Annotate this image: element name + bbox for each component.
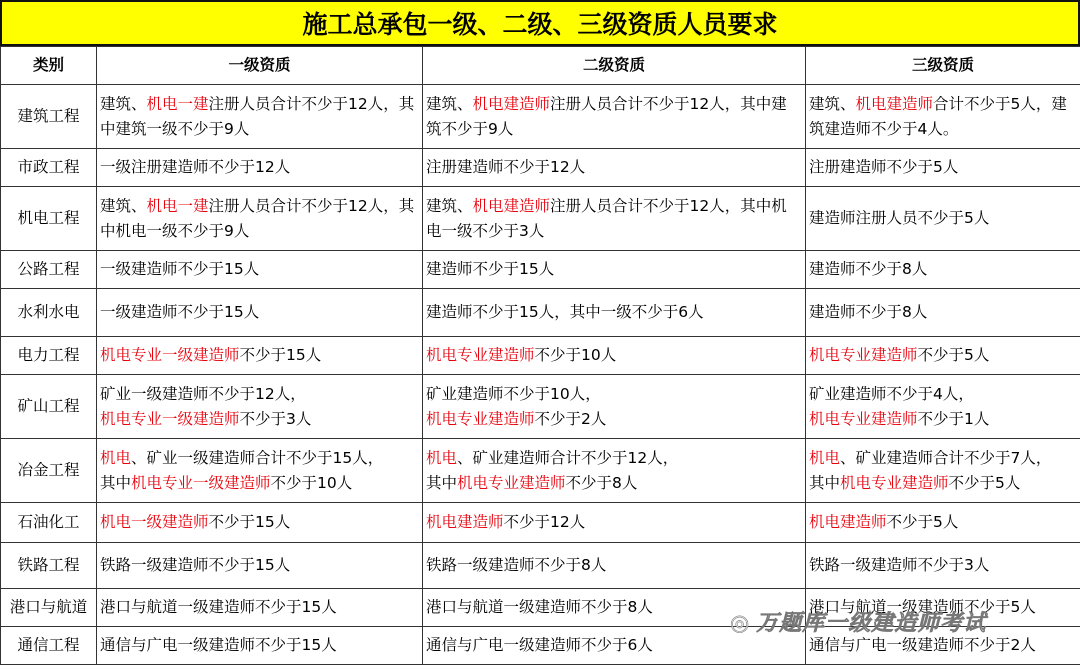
requirement-text: 一级建造师不少于15人 bbox=[100, 303, 260, 321]
header-category: 类别 bbox=[1, 47, 97, 85]
table-row bbox=[1, 375, 1080, 439]
table-row bbox=[1, 187, 1080, 251]
requirement-text: 不少于15人 bbox=[208, 513, 291, 531]
requirement-cell-level-3 bbox=[806, 85, 1080, 149]
highlight-text: 机电专业建造师 bbox=[809, 346, 918, 364]
requirement-cell-level-2 bbox=[423, 289, 806, 337]
requirement-text: 通信与广电一级建造师不少于2人 bbox=[809, 636, 1036, 654]
requirement-text: 建造师不少于8人 bbox=[809, 260, 928, 278]
requirement-text: 一级建造师不少于15人 bbox=[100, 260, 260, 278]
page-title: 施工总承包一级、二级、三级资质人员要求 bbox=[0, 0, 1080, 46]
requirement-text: 不少于10人 bbox=[534, 346, 617, 364]
highlight-text: 机电专业建造师 bbox=[840, 473, 949, 492]
requirement-cell-level-1 bbox=[97, 503, 423, 543]
requirement-cell-level-2 bbox=[423, 337, 806, 375]
wechat-icon: ◎ bbox=[730, 611, 751, 636]
requirement-text: 通信与广电一级建造师不少于6人 bbox=[426, 636, 653, 654]
requirement-text: 铁路一级建造师不少于8人 bbox=[426, 556, 607, 574]
requirement-cell-level-3 bbox=[806, 337, 1080, 375]
highlight-text: 机电 bbox=[100, 448, 132, 467]
requirement-cell-level-2 bbox=[423, 187, 806, 251]
requirement-text: 注册建造师不少于5人 bbox=[809, 158, 959, 176]
requirement-text: 建造师不少于8人 bbox=[809, 303, 928, 321]
table-row bbox=[1, 289, 1080, 337]
requirement-cell-level-2 bbox=[423, 375, 806, 439]
requirement-text: 通信与广电一级建造师不少于15人 bbox=[100, 636, 337, 654]
requirement-text: 港口与航道一级建造师不少于15人 bbox=[100, 598, 337, 616]
highlight-text: 机电建造师 bbox=[855, 94, 934, 113]
requirement-text: 铁路一级建造师不少于15人 bbox=[100, 556, 291, 574]
requirement-text: 不少于1人 bbox=[917, 409, 990, 428]
requirement-text: 不少于2人 bbox=[534, 409, 607, 428]
table-row bbox=[1, 503, 1080, 543]
requirement-cell-level-1 bbox=[97, 251, 423, 289]
table-row bbox=[1, 543, 1080, 589]
requirement-text: 、矿业一级建造师合计不少于15人， bbox=[131, 448, 384, 467]
requirement-text: 不少于12人 bbox=[503, 513, 586, 531]
highlight-text: 机电建造师 bbox=[426, 513, 504, 531]
row-category: 电力工程 bbox=[1, 337, 97, 375]
requirement-text: 建造师不少于15人 bbox=[426, 260, 555, 278]
requirement-cell-level-1 bbox=[97, 543, 423, 589]
requirement-text: 注册人员合计不少于12人，其中机电一级不少于9人 bbox=[100, 196, 415, 240]
highlight-text: 机电一建 bbox=[146, 94, 209, 113]
requirement-text: 不少于3人 bbox=[239, 409, 312, 428]
requirement-text: 注册人员合计不少于12人，其中建筑不少于9人 bbox=[426, 94, 787, 138]
requirement-cell-level-2 bbox=[423, 503, 806, 543]
requirement-text: 注册人员合计不少于12人，其中建筑一级不少于9人 bbox=[100, 94, 415, 138]
requirement-text: 注册人员合计不少于12人，其中机电一级不少于3人 bbox=[426, 196, 787, 240]
highlight-text: 机电建造师 bbox=[472, 94, 551, 113]
requirement-cell-level-3 bbox=[806, 439, 1080, 503]
highlight-text: 机电 bbox=[809, 448, 841, 467]
requirement-text: 、矿业建造师合计不少于7人， bbox=[840, 448, 1052, 467]
requirement-text: 港口与航道一级建造师不少于5人 bbox=[809, 598, 1036, 616]
highlight-text: 机电专业建造师 bbox=[426, 346, 535, 364]
requirement-text: 、矿业建造师合计不少于12人， bbox=[457, 448, 679, 467]
header-level-1: 一级资质 bbox=[97, 47, 423, 85]
highlight-text: 机电一级建造师 bbox=[100, 513, 209, 531]
highlight-text: 机电 bbox=[426, 448, 458, 467]
requirement-cell-level-2 bbox=[423, 439, 806, 503]
row-category: 建筑工程 bbox=[1, 85, 97, 149]
requirement-cell-level-1 bbox=[97, 627, 423, 665]
requirement-text: 建筑、 bbox=[100, 196, 147, 215]
requirement-cell-level-1 bbox=[97, 439, 423, 503]
watermark-text: 万题库一级建造师考试 bbox=[756, 611, 987, 636]
requirement-text: 不少于5人 bbox=[948, 473, 1021, 492]
requirement-text: 建筑、 bbox=[100, 94, 147, 113]
requirement-text: 矿业一级建造师不少于12人， bbox=[100, 384, 306, 403]
requirement-text: 矿业建造师不少于4人， bbox=[809, 384, 974, 403]
requirement-text: 不少于5人 bbox=[886, 513, 959, 531]
row-category: 通信工程 bbox=[1, 627, 97, 665]
watermark bbox=[730, 606, 986, 637]
requirements-table bbox=[0, 46, 1080, 665]
requirement-text: 建筑、 bbox=[426, 94, 473, 113]
requirement-text: 一级注册建造师不少于12人 bbox=[100, 158, 291, 176]
highlight-text: 机电专业建造师 bbox=[457, 473, 566, 492]
requirement-text: 建造师注册人员不少于5人 bbox=[809, 209, 990, 227]
table-row bbox=[1, 439, 1080, 503]
table-body bbox=[1, 85, 1080, 665]
header-row bbox=[1, 47, 1080, 85]
requirement-cell-level-2 bbox=[423, 85, 806, 149]
header-level-2: 二级资质 bbox=[423, 47, 806, 85]
requirement-cell-level-1 bbox=[97, 187, 423, 251]
highlight-text: 机电专业建造师 bbox=[809, 409, 918, 428]
highlight-text: 机电建造师 bbox=[809, 513, 887, 531]
row-category: 公路工程 bbox=[1, 251, 97, 289]
requirement-cell-level-1 bbox=[97, 589, 423, 627]
requirement-text: 不少于10人 bbox=[270, 473, 353, 492]
requirement-cell-level-1 bbox=[97, 85, 423, 149]
requirement-text: 港口与航道一级建造师不少于8人 bbox=[426, 598, 653, 616]
row-category: 冶金工程 bbox=[1, 439, 97, 503]
header-level-3: 三级资质 bbox=[806, 47, 1080, 85]
requirement-cell-level-3 bbox=[806, 149, 1080, 187]
requirement-text: 注册建造师不少于12人 bbox=[426, 158, 586, 176]
requirement-text: 不少于8人 bbox=[565, 473, 638, 492]
requirement-cell-level-1 bbox=[97, 375, 423, 439]
requirement-cell-level-3 bbox=[806, 375, 1080, 439]
highlight-text: 机电专业一级建造师 bbox=[100, 409, 240, 428]
highlight-text: 机电专业建造师 bbox=[426, 409, 535, 428]
requirement-cell-level-2 bbox=[423, 543, 806, 589]
requirement-text: 不少于15人 bbox=[239, 346, 322, 364]
table-row bbox=[1, 337, 1080, 375]
highlight-text: 机电一建 bbox=[146, 196, 209, 215]
row-category: 铁路工程 bbox=[1, 543, 97, 589]
requirement-cell-level-3 bbox=[806, 187, 1080, 251]
row-category: 矿山工程 bbox=[1, 375, 97, 439]
requirement-text: 铁路一级建造师不少于3人 bbox=[809, 556, 990, 574]
table-row bbox=[1, 85, 1080, 149]
row-category: 水利水电 bbox=[1, 289, 97, 337]
row-category: 石油化工 bbox=[1, 503, 97, 543]
requirement-cell-level-1 bbox=[97, 337, 423, 375]
requirement-cell-level-2 bbox=[423, 149, 806, 187]
requirement-cell-level-2 bbox=[423, 251, 806, 289]
requirement-text: 建筑、 bbox=[426, 196, 473, 215]
requirement-text: 建造师不少于15人，其中一级不少于6人 bbox=[426, 303, 704, 321]
highlight-text: 机电建造师 bbox=[472, 196, 551, 215]
requirement-text: 其中 bbox=[100, 473, 132, 492]
row-category: 港口与航道 bbox=[1, 589, 97, 627]
requirement-text: 其中 bbox=[426, 473, 458, 492]
requirement-text: 其中 bbox=[809, 473, 841, 492]
requirement-text: 不少于5人 bbox=[917, 346, 990, 364]
table-row bbox=[1, 149, 1080, 187]
requirement-text: 建筑、 bbox=[809, 94, 856, 113]
row-category: 机电工程 bbox=[1, 187, 97, 251]
requirement-cell-level-3 bbox=[806, 251, 1080, 289]
requirement-cell-level-1 bbox=[97, 149, 423, 187]
row-category: 市政工程 bbox=[1, 149, 97, 187]
requirement-cell-level-3 bbox=[806, 543, 1080, 589]
highlight-text: 机电专业一级建造师 bbox=[100, 346, 240, 364]
requirement-cell-level-3 bbox=[806, 289, 1080, 337]
highlight-text: 机电专业一级建造师 bbox=[131, 473, 271, 492]
requirement-text: 合计不少于5人，建筑建造师不少于4人。 bbox=[809, 94, 1067, 138]
table-row bbox=[1, 251, 1080, 289]
requirement-cell-level-3 bbox=[806, 503, 1080, 543]
requirement-text: 矿业建造师不少于10人， bbox=[426, 384, 601, 403]
requirement-cell-level-1 bbox=[97, 289, 423, 337]
